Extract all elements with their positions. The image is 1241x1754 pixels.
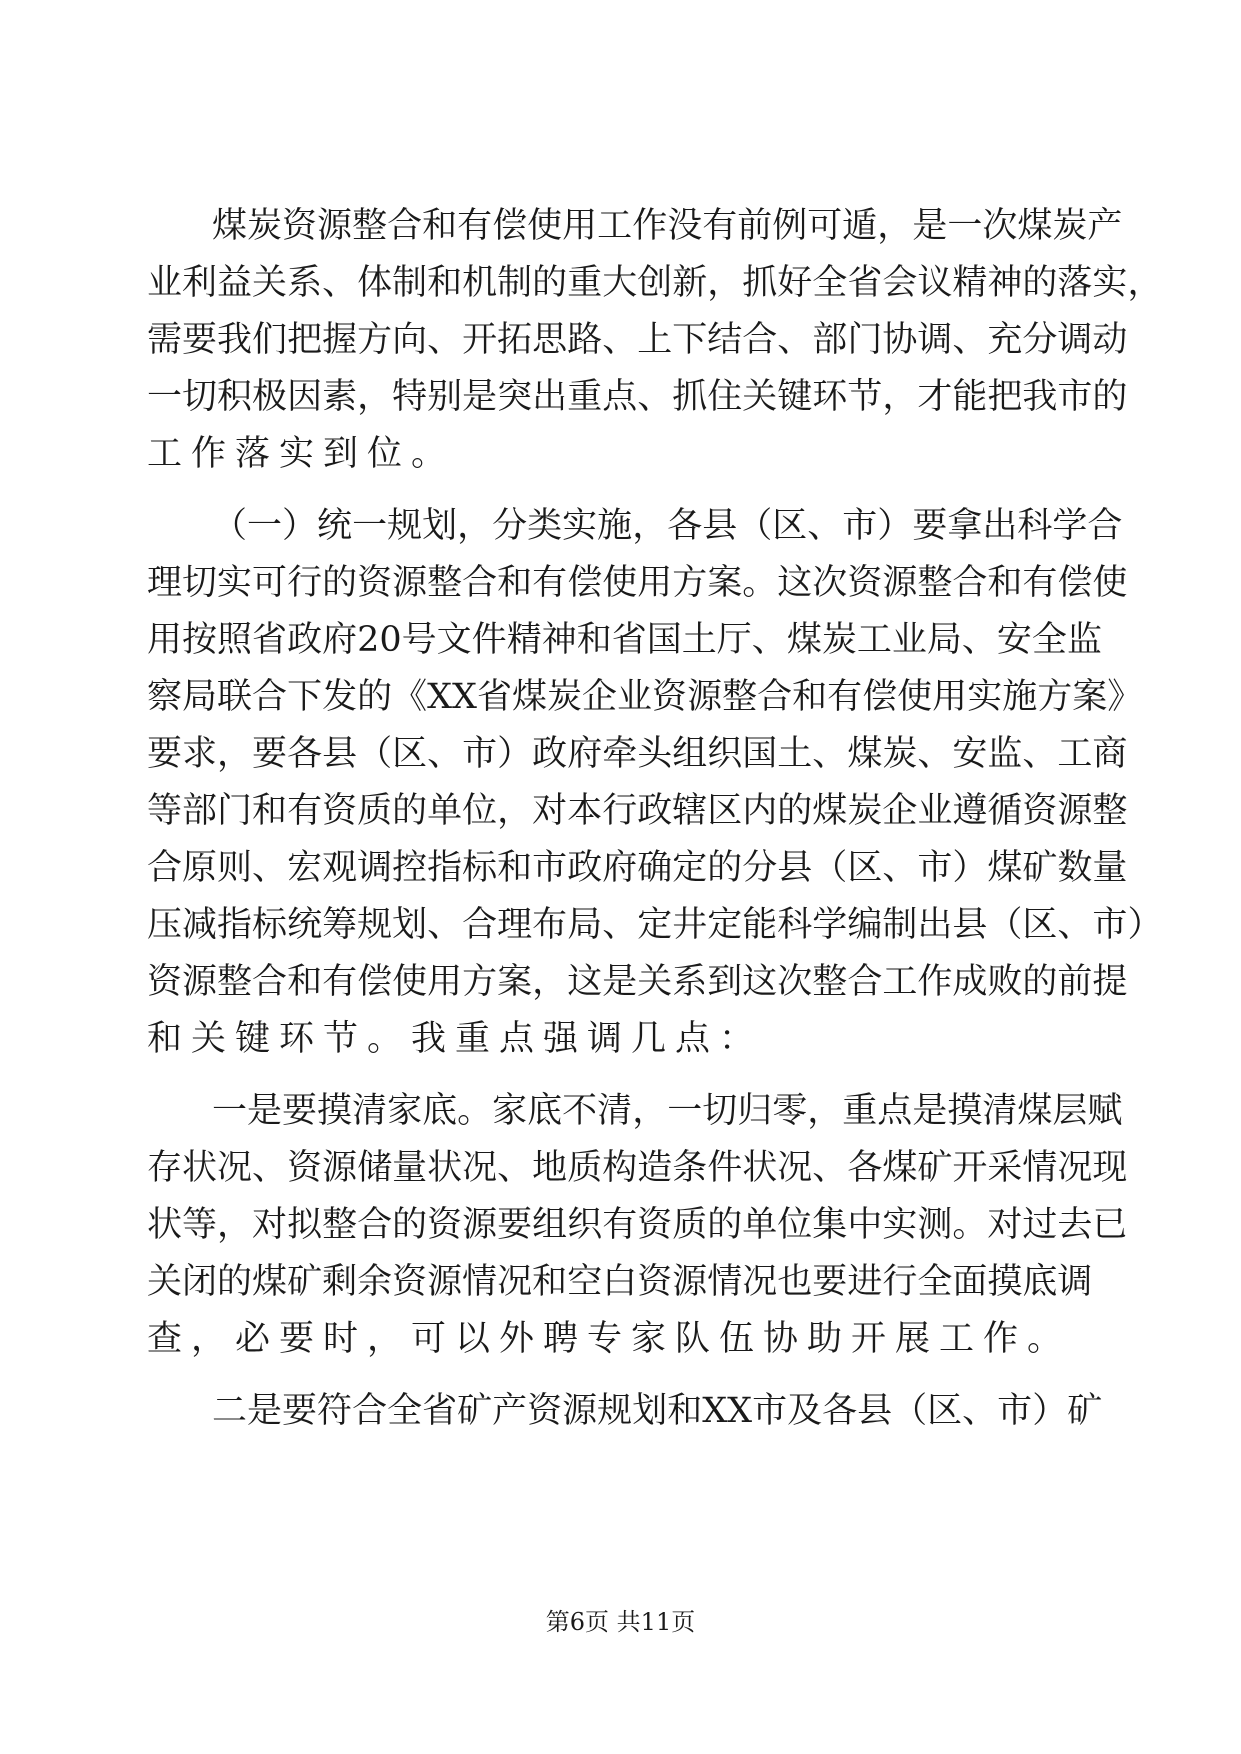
- text-line: 理 切 实 可 行 的 资 源 整 合 和 有 偿 使 用 方 案 。 这 次 资 源 整 合 和 有 偿 使: [147, 563, 1128, 603]
- text-line: 用 按 照 省 政 府 20 号 文 件 精 神 和 省 国 土 厅 、 煤 炭 工 业 局 、 安 全 监: [147, 620, 1102, 660]
- text-line: 和关键环节。我重点强调几点：: [147, 1019, 764, 1059]
- text-line: 一 是 要 摸 清 家 底 。 家 底 不 清 ， 一 切 归 零 ， 重 点 是 摸 清 煤 层 赋: [212, 1091, 1123, 1131]
- text-line: 合 原 则 、 宏 观 调 控 指 标 和 市 政 府 确 定 的 分 县 （ 区 、 市 ） 煤 矿 数 量: [147, 848, 1128, 888]
- text-line: 要 求 ， 要 各 县 （ 区 、 市 ） 政 府 牵 头 组 织 国 土 、 煤 炭 、 安 监 、 工 商: [147, 734, 1128, 774]
- text-line: 需 要 我 们 把 握 方 向 、 开 拓 思 路 、 上 下 结 合 、 部 门 协 调 、 充 分 调 动: [147, 320, 1128, 360]
- text-line: （ 一 ） 统 一 规 划 ， 分 类 实 施 ， 各 县 （ 区 、 市 ） 要 拿 出 科 学 合: [212, 506, 1123, 546]
- text-line: 查，必要时，可以外聘专家队伍协助开展工作。: [147, 1319, 1072, 1359]
- page-footer: 第6页 共11页: [545, 1608, 696, 1636]
- text-line: 煤 炭 资 源 整 合 和 有 偿 使 用 工 作 没 有 前 例 可 遁 ， 是 一 次 煤 炭 产: [212, 206, 1123, 246]
- text-line: 一 切 积 极 因 素 ， 特 别 是 突 出 重 点 、 抓 住 关 键 环 节 ， 才 能 把 我 市 的: [147, 377, 1128, 417]
- text-line: 等 部 门 和 有 资 质 的 单 位 ， 对 本 行 政 辖 区 内 的 煤 炭 企 业 遵 循 资 源 整: [147, 791, 1128, 831]
- text-line: 存 状 况 、 资 源 储 量 状 况 、 地 质 构 造 条 件 状 况 、 各 煤 矿 开 采 情 况 现: [147, 1148, 1128, 1188]
- text-line: 状 等 ， 对 拟 整 合 的 资 源 要 组 织 有 资 质 的 单 位 集 中 实 测 。 对 过 去 已: [147, 1205, 1128, 1245]
- text-line: 工作落实到位。: [147, 434, 456, 474]
- text-line: 资 源 整 合 和 有 偿 使 用 方 案 ， 这 是 关 系 到 这 次 整 合 工 作 成 败 的 前 提: [147, 962, 1128, 1002]
- text-line: 业 利 益 关 系 、 体 制 和 机 制 的 重 大 创 新 ， 抓 好 全 省 会 议 精 神 的 落 实 ，: [147, 263, 1163, 303]
- text-line: 察 局 联 合 下 发 的 《 XX 省 煤 炭 企 业 资 源 整 合 和 有 偿 使 用 实 施 方 案 》: [147, 677, 1143, 717]
- text-line: 压 减 指 标 统 筹 规 划 、 合 理 布 局 、 定 井 定 能 科 学 编 制 出 县 （ 区 、 市 ）: [147, 905, 1163, 945]
- text-line: 二 是 要 符 合 全 省 矿 产 资 源 规 划 和 XX 市 及 各 县 （ 区 、 市 ） 矿: [212, 1391, 1103, 1431]
- text-line: 关 闭 的 煤 矿 剩 余 资 源 情 况 和 空 白 资 源 情 况 也 要 进 行 全 面 摸 底 调: [147, 1262, 1093, 1302]
